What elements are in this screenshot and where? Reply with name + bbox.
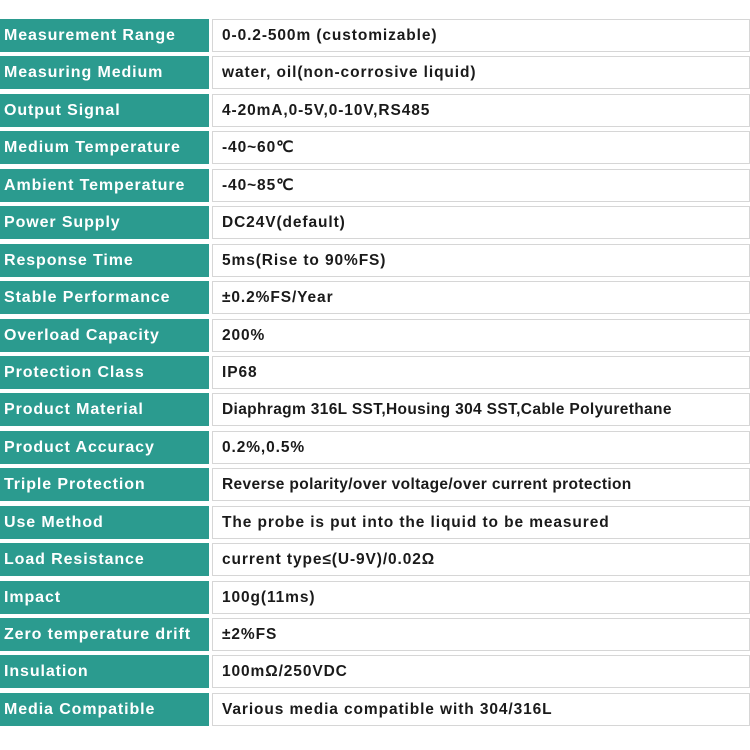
- spec-label: Output Signal: [0, 94, 209, 127]
- spec-value: Various media compatible with 304/316L: [212, 693, 750, 726]
- spec-value: 5ms(Rise to 90%FS): [212, 244, 750, 277]
- spec-row-ambient-temperature: [0, 169, 750, 202]
- spec-value: DC24V(default): [212, 206, 750, 239]
- spec-row-product-material: [0, 393, 750, 426]
- spec-row-measuring-medium: [0, 56, 750, 89]
- spec-row-impact: [0, 581, 750, 614]
- spec-value: water, oil(non-corrosive liquid): [212, 56, 750, 89]
- spec-label: Power Supply: [0, 206, 209, 239]
- spec-value: 100mΩ/250VDC: [212, 655, 750, 688]
- spec-value: Reverse polarity/over voltage/over current protection: [212, 468, 750, 501]
- spec-row-power-supply: [0, 206, 750, 239]
- spec-value: 100g(11ms): [212, 581, 750, 614]
- spec-label: Media Compatible: [0, 693, 209, 726]
- spec-value: ±2%FS: [212, 618, 750, 651]
- spec-label: Load Resistance: [0, 543, 209, 576]
- spec-value: IP68: [212, 356, 750, 389]
- spec-row-zero-temperature-drift: [0, 618, 750, 651]
- spec-row-protection-class: [0, 356, 750, 389]
- spec-label: Response Time: [0, 244, 209, 277]
- spec-row-use-method: [0, 506, 750, 539]
- spec-label: Use Method: [0, 506, 209, 539]
- spec-value: 4-20mA,0-5V,0-10V,RS485: [212, 94, 750, 127]
- spec-label: Impact: [0, 581, 209, 614]
- spec-row-overload-capacity: [0, 319, 750, 352]
- spec-label: Stable Performance: [0, 281, 209, 314]
- spec-row-stable-performance: [0, 281, 750, 314]
- spec-row-response-time: [0, 244, 750, 277]
- spec-row-output-signal: [0, 94, 750, 127]
- spec-value: 0-0.2-500m (customizable): [212, 19, 750, 52]
- spec-label: Insulation: [0, 655, 209, 688]
- spec-label: Measuring Medium: [0, 56, 209, 89]
- spec-value: 200%: [212, 319, 750, 352]
- spec-value: ±0.2%FS/Year: [212, 281, 750, 314]
- spec-value: The probe is put into the liquid to be measured: [212, 506, 750, 539]
- spec-row-product-accuracy: [0, 431, 750, 464]
- spec-value: 0.2%,0.5%: [212, 431, 750, 464]
- spec-row-load-resistance: [0, 543, 750, 576]
- spec-row-media-compatible: [0, 693, 750, 726]
- spec-label: Ambient Temperature: [0, 169, 209, 202]
- spec-row-medium-temperature: [0, 131, 750, 164]
- spec-label: Measurement Range: [0, 19, 209, 52]
- spec-value: -40~85℃: [212, 169, 750, 202]
- spec-value: -40~60℃: [212, 131, 750, 164]
- spec-label: Overload Capacity: [0, 319, 209, 352]
- spec-row-triple-protection: [0, 468, 750, 501]
- spec-value: Diaphragm 316L SST,Housing 304 SST,Cable Polyurethane: [212, 393, 750, 426]
- spec-label: Product Accuracy: [0, 431, 209, 464]
- spec-value: current type≤(U-9V)/0.02Ω: [212, 543, 750, 576]
- spec-table: [0, 19, 750, 730]
- spec-label: Medium Temperature: [0, 131, 209, 164]
- spec-row-insulation: [0, 655, 750, 688]
- spec-row-measurement-range: [0, 19, 750, 52]
- spec-label: Zero temperature drift: [0, 618, 209, 651]
- spec-label: Protection Class: [0, 356, 209, 389]
- spec-label: Triple Protection: [0, 468, 209, 501]
- spec-label: Product Material: [0, 393, 209, 426]
